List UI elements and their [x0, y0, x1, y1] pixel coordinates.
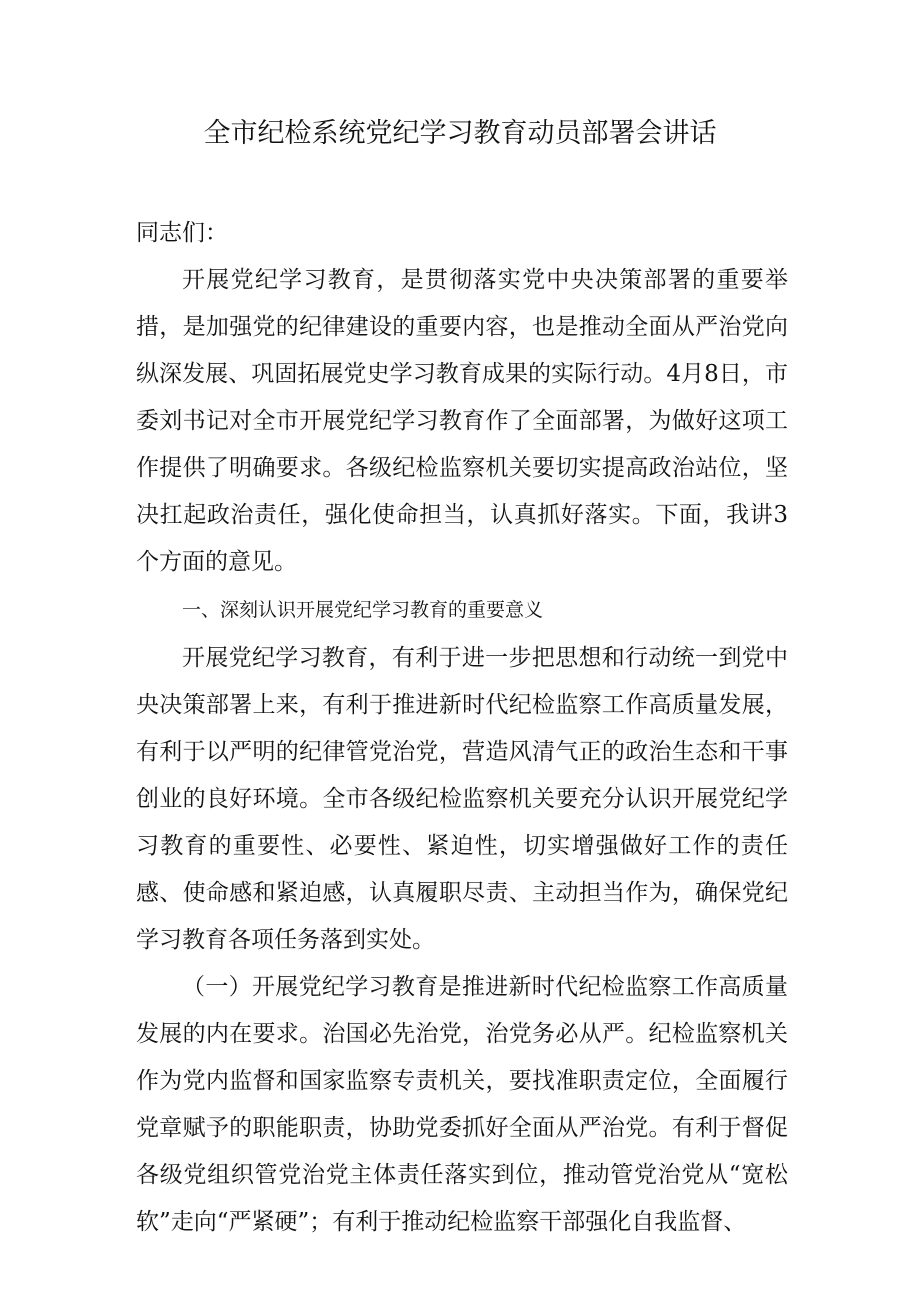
salutation: 同志们： [136, 220, 228, 246]
subsection-paragraph: （一）开展党纪学习教育是推进新时代纪检监察工作高质量发展的内在要求。治国必先治党，治党务必从严。纪检监察机关作为党内监督和国家监察专责机关，要找准职责定位，全面履行党章赋予的职能职责，协助党委抓好全面从严治党。有利于督促各级党组织管党治党主体责任落实到位，推动管党治党从“宽松软”走向“严紧硬”；有利于推动纪检监察干部强化自我监督、 [136, 974, 788, 1235]
section-paragraph: 开展党纪学习教育，有利于进一步把思想和行动统一到党中央决策部署上来，有利于推进新时代纪检监察工作高质量发展，有利于以严明的纪律管党治党，营造风清气正的政治生态和干事创业的良好环境。全市各级纪检监察机关要充分认识开展党纪学习教育的重要性、必要性、紧迫性，切实增强做好工作的责任感、使命感和紧迫感，认真履职尽责、主动担当作为，确保党纪学习教育各项任务落到实处。 [136, 645, 788, 953]
intro-paragraph: 开展党纪学习教育，是贯彻落实党中央决策部署的重要举措，是加强党的纪律建设的重要内容，也是推动全面从严治党向纵深发展、巩固拓展党史学习教育成果的实际行动。4月8日，市委刘书记对全市开展党纪学习教育作了全面部署，为做好这项工作提供了明确要求。各级纪检监察机关要切实提高政治站位，坚决扛起政治责任，强化使命担当，认真抓好落实。下面，我讲3个方面的意见。 [136, 267, 788, 575]
document-title: 全市纪检系统党纪学习教育动员部署会讲话 [203, 118, 717, 149]
section-heading: 一、深刻认识开展党纪学习教育的重要意义 [182, 599, 544, 621]
document-body [136, 210, 788, 1246]
